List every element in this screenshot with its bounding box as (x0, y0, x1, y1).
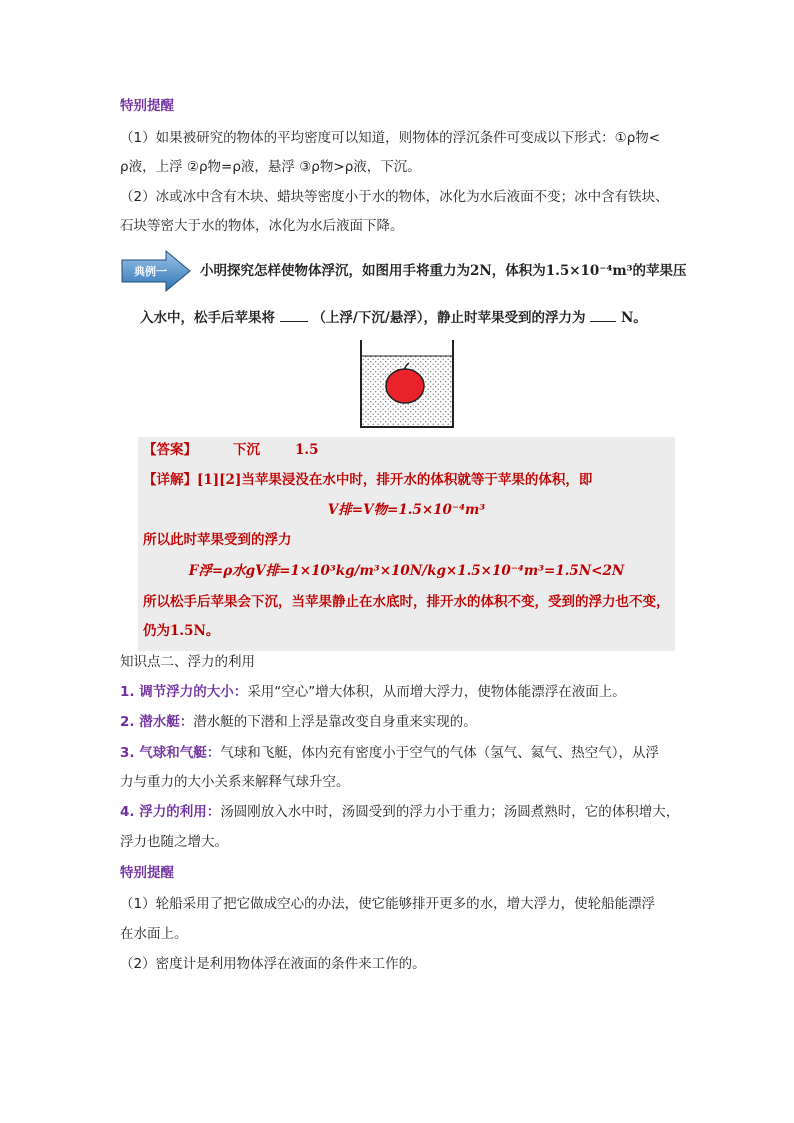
notice2-line-2: 在水面上。 (120, 926, 188, 942)
item-2-text: 潜水艇的下潜和上浮是靠改变自身重来实现的。 (193, 714, 477, 730)
item-4-text: 汤圆刚放入水中时，汤圆受到的浮力小于重力；汤圆煮熟时，它的体积增大， (220, 804, 680, 820)
section2-item-4-cont: 浮力也随之增大。 (120, 834, 228, 850)
detail-text: [1][2]当苹果浸没在水中时，排开水的体积就等于苹果的体积，即 (197, 472, 593, 488)
notice2-line-1: （1）轮船采用了把它做成空心的办法，使它能够排开更多的水，增大浮力，使轮船能漂浮 (120, 896, 656, 912)
section2-item-1 (120, 682, 626, 702)
section2-item-3-cont: 力与重力的大小关系来解释气球升空。 (120, 774, 350, 790)
item-1-text: 采用“空心”增大体积，从而增大浮力，使物体能漂浮在液面上。 (247, 684, 626, 700)
item-3-label: 3. 气球和气艇： (120, 745, 221, 761)
answer-value-1: 下沉 (233, 442, 260, 458)
section2-item-4 (120, 802, 679, 822)
detail-label: 【详解】 (143, 472, 197, 488)
section2-item-3 (120, 743, 659, 763)
example-badge-label: 典例一 (134, 265, 167, 278)
notice1-line-4: 石块等密大于水的物体，冰化为水后液面下降。 (120, 218, 404, 234)
section2-item-2 (120, 712, 477, 732)
detail-line-4: 仍为1.5N。 (143, 623, 220, 639)
example-question-line-2 (140, 307, 647, 328)
detail-line-1 (143, 470, 592, 490)
equation-2: F浮=ρ水gV排=1×10³kg/m³×10N/kg×1.5×10⁻⁴m³=1.5N<2N (188, 563, 625, 579)
notice1-line-1: （1）如果被研究的物体的平均密度可以知道，则物体的浮沉条件可变成以下形式：①ρ物< (120, 130, 661, 146)
notice1-title: 特别提醒 (120, 98, 174, 114)
detail-line-3: 所以松手后苹果会下沉，当苹果静止在水底时，排开水的体积不变，受到的浮力也不变， (143, 594, 670, 610)
example-q-part-c: N。 (620, 310, 647, 326)
example-question-line-1: 小明探究怎样使物体浮沉，如图用手将重力为2N，体积为1.5×10⁻⁴m³的苹果压 (200, 263, 687, 279)
item-1-label: 1. 调节浮力的大小： (120, 684, 248, 700)
answer-blank-2 (590, 307, 616, 322)
answer-value-2: 1.5 (295, 442, 319, 458)
notice2-title: 特别提醒 (120, 865, 174, 881)
notice2-line-3: （2）密度计是利用物体浮在液面的条件来工作的。 (120, 956, 426, 972)
item-3-text: 气球和飞艇，体内充有密度小于空气的气体（氢气、氦气、热空气），从浮 (220, 745, 659, 761)
example-q-part-a: 入水中，松手后苹果将 (140, 310, 275, 326)
notice1-line-2: ρ液，上浮 ②ρ物=ρ液，悬浮 ③ρ物>ρ液，下沉。 (120, 159, 421, 175)
item-4-label: 4. 浮力的利用： (120, 804, 221, 820)
answer-blank-1 (280, 307, 308, 322)
item-2-label: 2. 潜水艇： (120, 714, 194, 730)
beaker-apple-figure (357, 338, 457, 430)
example-q-part-b: （上浮/下沉/悬浮），静止时苹果受到的浮力为 (312, 310, 586, 326)
example-badge (120, 250, 192, 296)
notice1-line-3: （2）冰或冰中含有木块、蜡块等密度小于水的物体，冰化为水后液面不变；冰中含有铁块、 (120, 189, 669, 205)
answer-label: 【答案】 (143, 442, 197, 458)
detail-line-2: 所以此时苹果受到的浮力 (143, 532, 292, 548)
section2-title: 知识点二、浮力的利用 (120, 654, 255, 670)
equation-1: V排=V物=1.5×10⁻⁴m³ (327, 502, 486, 518)
